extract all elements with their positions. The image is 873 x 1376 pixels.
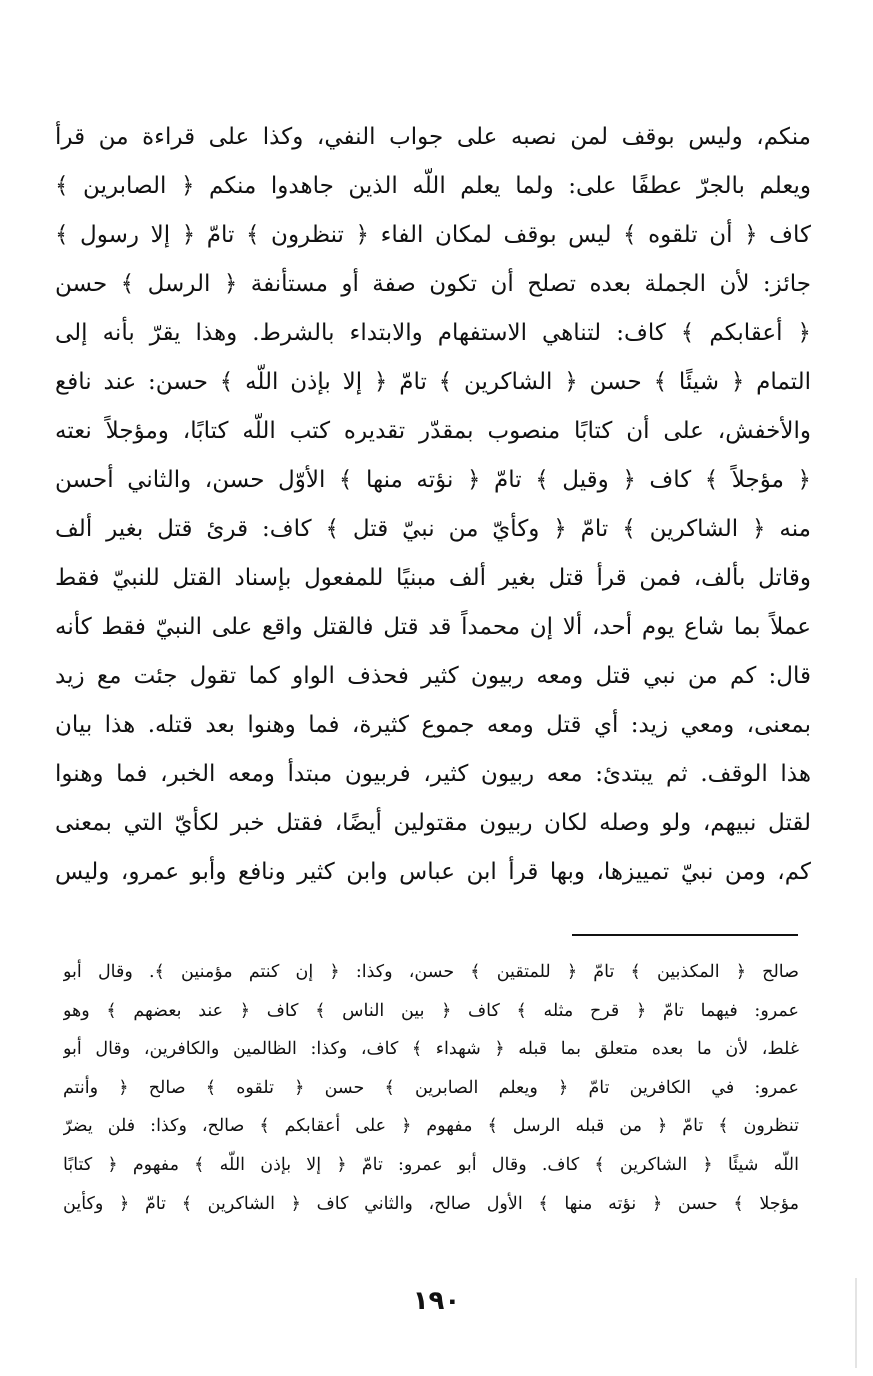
footnote-line: اللّه شيئًا ﴿ الشاكرين ﴾ كاف. وقال أبو عمرو: تامّ ﴿ إلا بإذن اللّه ﴾ مفهوم ﴿ كتابًا [63,1154,799,1175]
main-text-line: جائز: لأن الجملة بعده تصلح أن تكون صفة أو مستأنفة ﴿ الرسل ﴾ حسن [55,271,811,297]
footnote-line: غلط، لأن ما بعده متعلق بما قبله ﴿ شهداء ﴾ كاف، وكذا: الظالمين والكافرين، وقال أبو [63,1039,799,1060]
main-text-line: التمام ﴿ شيئًا ﴾ حسن ﴿ الشاكرين ﴾ تامّ ﴿ إلا بإذن اللّه ﴾ حسن: عند نافع [55,369,811,395]
footnote-block [63,953,799,1223]
main-text-line: منه ﴿ الشاكرين ﴾ تامّ ﴿ وكأيّ من نبيّ قتل ﴾ كاف: قرئ قتل بغير ألف [55,516,811,542]
footnote-line: عمرو: فيهما تامّ ﴿ قرح مثله ﴾ كاف ﴿ بين الناس ﴾ كاف ﴿ عند بعضهم ﴾ وهو [63,1000,799,1021]
main-text-line: منكم، وليس بوقف لمن نصبه على جواب النفي، وكذا على قراءة من قرأ [55,124,811,150]
page-number: ١٩٠ [412,1286,461,1316]
main-text-line: كم، ومن نبيّ تمييزها، وبها قرأ ابن عباس وابن كثير ونافع وأبو عمرو، وليس [55,859,811,885]
main-text-line: وقاتل بألف، فمن قرأ قتل بغير ألف مبنيًا للمفعول بإسناد القتل للنبيّ فقط [55,565,811,591]
footnote-line: تنظرون ﴾ تامّ ﴿ من قبله الرسل ﴾ مفهوم ﴿ على أعقابكم ﴾ صالح، وكذا: فلن يضرّ [63,1116,799,1137]
main-text-line: ﴿ مؤجلاً ﴾ كاف ﴿ وقيل ﴾ تامّ ﴿ نؤته منها ﴾ الأوّل حسن، والثاني أحسن [55,467,811,493]
main-text-line: عملاً بما شاع يوم أحد، ألا إن محمداً قد قتل فالقتل واقع على النبيّ فقط كأنه [55,614,811,640]
footnote-separator [572,934,798,936]
main-text-line: كاف ﴿ أن تلقوه ﴾ ليس بوقف لمكان الفاء ﴿ تنظرون ﴾ تامّ ﴿ إلا رسول ﴾ [55,222,811,248]
main-text-line: ﴿ أعقابكم ﴾ كاف: لتناهي الاستفهام والابتداء بالشرط. وهذا يقرّ بأنه إلى [55,320,811,346]
main-text-line: بمعنى، ومعي زيد: أي قتل ومعه جموع كثيرة، فما وهنوا بعد قتله. هذا بيان [55,712,811,738]
main-text-line: هذا الوقف. ثم يبتدئ: معه ربيون كثير، فربيون مبتدأ ومعه الخبر، فما وهنوا [55,761,811,787]
footnote-line: مؤجلا ﴾ حسن ﴿ نؤته منها ﴾ الأول صالح، والثاني كاف ﴿ الشاكرين ﴾ تامّ ﴿ وكأين [63,1193,799,1214]
main-text-block [55,113,811,897]
scan-edge-mark [855,1278,857,1368]
main-text-line: ويعلم بالجرّ عطفًا على: ولما يعلم اللّه الذين جاهدوا منكم ﴿ الصابرين ﴾ [55,173,811,199]
footnote-line: صالح ﴿ المكذبين ﴾ تامّ ﴿ للمتقين ﴾ حسن، وكذا: ﴿ إن كنتم مؤمنين ﴾. وقال أبو [63,962,799,982]
footnote-line: عمرو: في الكافرين تامّ ﴿ ويعلم الصابرين ﴾ حسن ﴿ تلقوه ﴾ صالح ﴿ وأنتم [63,1077,799,1098]
main-text-line: والأخفش، على أن كتابًا منصوب بمقدّر تقديره كتب اللّه كتابًا، ومؤجلاً نعته [55,418,811,444]
main-text-line: قال: كم من نبي قتل ومعه ربيون كثير فحذف الواو كما تقول جئت مع زيد [55,663,811,689]
main-text-line: لقتل نبيهم، ولو وصله لكان ربيون مقتولين أيضًا، فقتل خبر لكأيّ التي بمعنى [55,810,811,836]
